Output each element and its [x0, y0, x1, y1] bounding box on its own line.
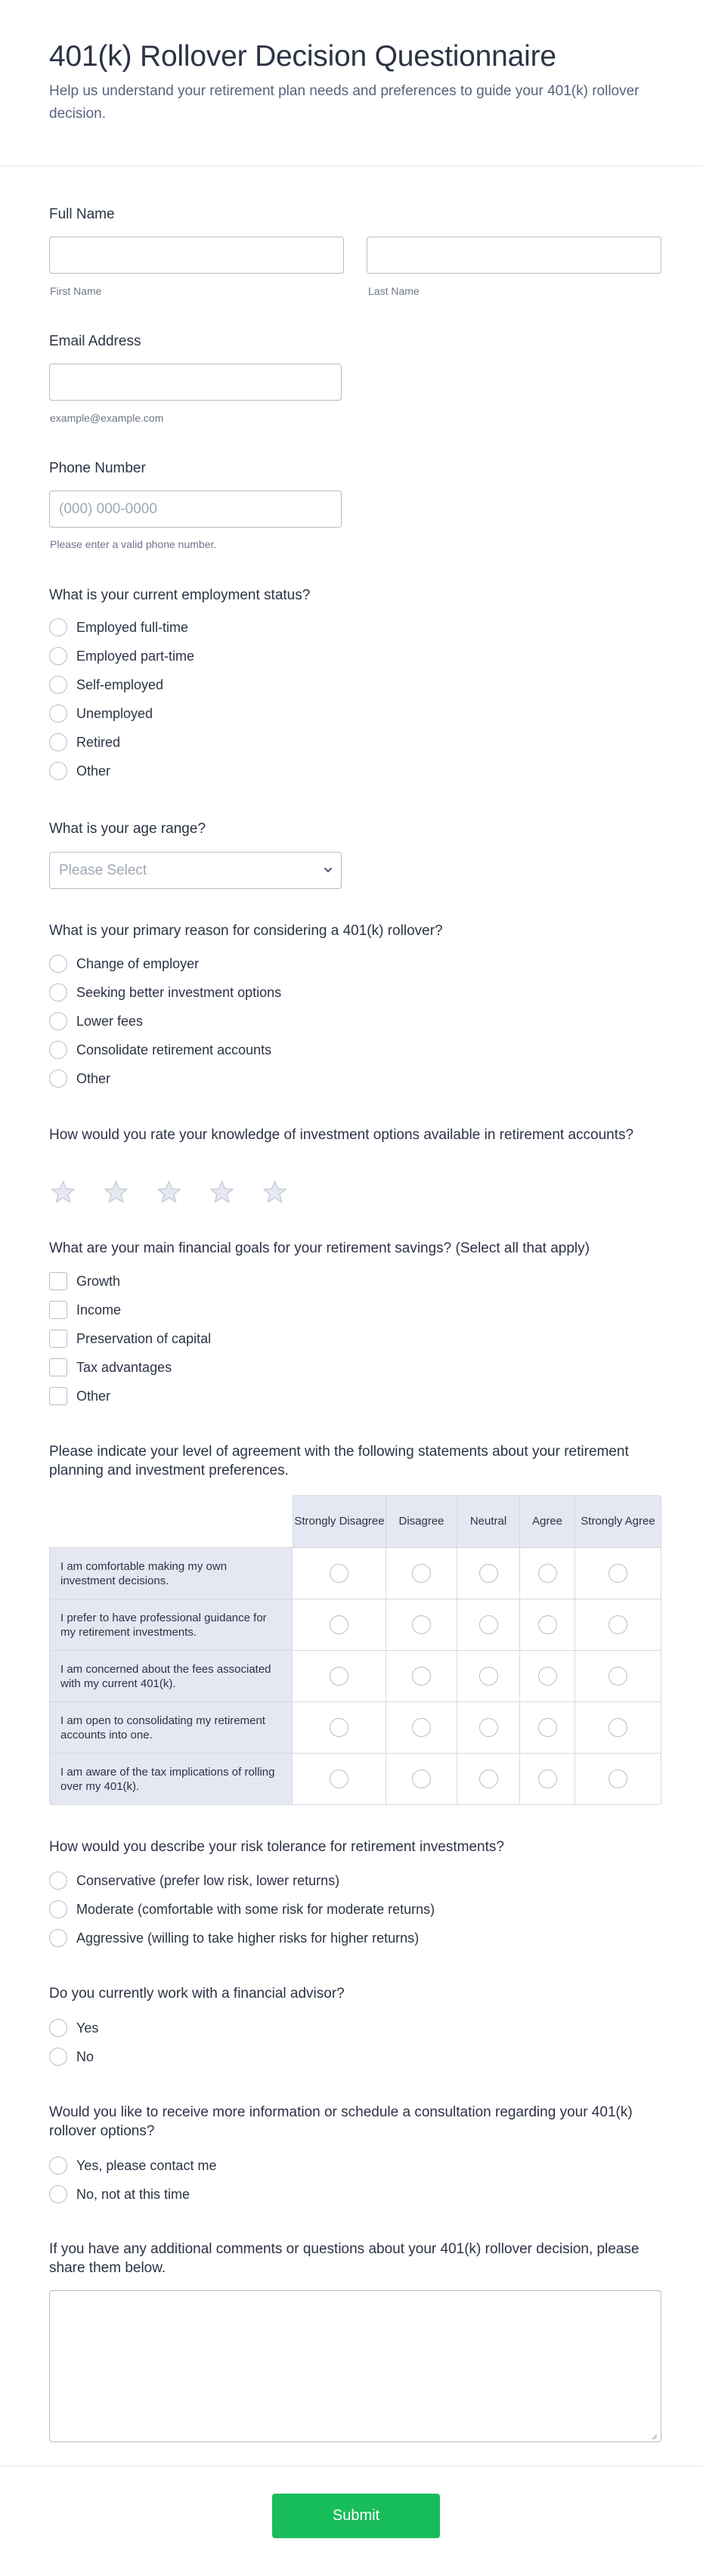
full-name-label: Full Name — [49, 206, 115, 222]
advisor-option[interactable] — [49, 2047, 94, 2067]
submit-button[interactable]: Submit — [272, 2494, 440, 2538]
matrix-radio[interactable] — [412, 1564, 431, 1583]
consultation-option[interactable] — [49, 2184, 190, 2204]
matrix-radio[interactable] — [330, 1667, 348, 1686]
age-select[interactable] — [49, 852, 342, 889]
matrix-radio[interactable] — [538, 1718, 557, 1737]
form-title: 401(k) Rollover Decision Questionnaire — [49, 40, 556, 73]
advisor-option[interactable] — [49, 2018, 98, 2038]
last-name-input[interactable] — [367, 237, 661, 274]
matrix-radio[interactable] — [538, 1564, 557, 1583]
option-label: Tax advantages — [76, 1359, 172, 1375]
matrix-row — [49, 1702, 661, 1754]
radio-button[interactable] — [49, 676, 67, 694]
risk-option[interactable] — [49, 1928, 419, 1948]
radio-button[interactable] — [49, 647, 67, 665]
matrix-row — [49, 1651, 661, 1702]
matrix-radio[interactable] — [330, 1564, 348, 1583]
checkbox[interactable] — [49, 1301, 67, 1319]
matrix-radio[interactable] — [479, 1718, 498, 1737]
option-label: Moderate (comfortable with some risk for moderate returns) — [76, 1901, 435, 1917]
last-name-sublabel: Last Name — [368, 285, 420, 297]
knowledge-question: How would you rate your knowledge of investment options available in retirement accounts? — [49, 1127, 634, 1143]
option-label: Yes — [76, 2020, 99, 2036]
matrix-radio[interactable] — [479, 1564, 498, 1583]
matrix-radio[interactable] — [609, 1667, 627, 1686]
employment-option[interactable] — [49, 704, 153, 723]
matrix-row-label: I am concerned about the fees associated with my current 401(k). — [49, 1651, 293, 1702]
checkbox[interactable] — [49, 1272, 67, 1290]
radio-button[interactable] — [49, 704, 67, 723]
matrix-radio[interactable] — [412, 1615, 431, 1634]
agreement-question: Please indicate your level of agreement with the following statements about your retirement planning and investment preferences. — [49, 1444, 629, 1478]
phone-label: Phone Number — [49, 460, 146, 476]
goals-question: What are your main financial goals for your retirement savings? (Select all that apply) — [49, 1240, 590, 1256]
agreement-matrix — [49, 1495, 661, 1805]
option-label: Change of employer — [76, 955, 200, 971]
option-label: Lower fees — [76, 1013, 144, 1029]
form-header — [0, 0, 703, 166]
reason-question: What is your primary reason for considering a 401(k) rollover? — [49, 923, 443, 939]
reason-option[interactable] — [49, 1040, 271, 1060]
risk-option[interactable] — [49, 1899, 435, 1919]
age-select-value: Please Select — [59, 862, 147, 878]
matrix-row-label: I am aware of the tax implications of rolling over my 401(k). — [49, 1754, 293, 1805]
goals-option[interactable] — [49, 1329, 211, 1348]
radio-button[interactable] — [49, 618, 67, 636]
matrix-radio[interactable] — [330, 1718, 348, 1737]
matrix-radio[interactable] — [412, 1769, 431, 1788]
matrix-column-header: Agree — [520, 1495, 575, 1548]
radio-button[interactable] — [49, 1900, 67, 1918]
matrix-radio[interactable] — [609, 1564, 627, 1583]
email-input[interactable] — [49, 364, 342, 401]
matrix-radio[interactable] — [479, 1615, 498, 1634]
matrix-radio[interactable] — [412, 1667, 431, 1686]
matrix-radio[interactable] — [609, 1769, 627, 1788]
star-icon[interactable] — [102, 1178, 130, 1206]
option-label: Consolidate retirement accounts — [76, 1042, 272, 1057]
matrix-column-header: Neutral — [457, 1495, 520, 1548]
goals-option[interactable] — [49, 1358, 172, 1377]
radio-button[interactable] — [49, 1929, 67, 1947]
matrix-row — [49, 1548, 661, 1599]
employment-option[interactable] — [49, 618, 188, 637]
matrix-radio[interactable] — [330, 1769, 348, 1788]
form-subtitle: Help us understand your retirement plan needs and preferences to guide your 401(k) rollover decision. — [49, 83, 640, 122]
option-label: Seeking better investment options — [76, 984, 282, 1000]
star-rating — [49, 1178, 289, 1206]
comments-question: If you have any additional comments or questions about your 401(k) rollover decision, please share them below. — [49, 2241, 640, 2276]
consultation-option[interactable] — [49, 2156, 216, 2175]
matrix-row-label: I am open to consolidating my retirement accounts into one. — [49, 1702, 293, 1754]
reason-option[interactable] — [49, 954, 199, 974]
radio-button[interactable] — [49, 2185, 67, 2203]
first-name-sublabel: First Name — [50, 285, 102, 297]
option-label: Income — [76, 1302, 122, 1317]
consultation-question: Would you like to receive more information or schedule a consultation regarding your 401(k) rollover options? — [49, 2104, 633, 2139]
email-label: Email Address — [49, 333, 141, 349]
goals-option[interactable] — [49, 1271, 120, 1291]
option-label: Employed full-time — [76, 619, 189, 635]
risk-option[interactable] — [49, 1871, 339, 1890]
phone-sublabel: Please enter a valid phone number. — [50, 538, 217, 550]
checkbox[interactable] — [49, 1358, 67, 1376]
reason-option[interactable] — [49, 1011, 143, 1031]
option-label: No, not at this time — [76, 2186, 190, 2202]
star-icon[interactable] — [155, 1178, 183, 1206]
radio-button[interactable] — [49, 1070, 67, 1088]
matrix-row-label: I am comfortable making my own investment decisions. — [49, 1548, 293, 1599]
email-sublabel: example@example.com — [50, 412, 164, 424]
star-icon[interactable] — [261, 1178, 289, 1206]
matrix-radio[interactable] — [538, 1667, 557, 1686]
age-question: What is your age range? — [49, 821, 206, 837]
goals-option[interactable] — [49, 1386, 110, 1406]
comments-textarea[interactable] — [49, 2290, 661, 2442]
radio-button[interactable] — [49, 983, 67, 1002]
matrix-row — [49, 1599, 661, 1651]
matrix-row — [49, 1754, 661, 1805]
matrix-radio[interactable] — [330, 1615, 348, 1634]
goals-option[interactable] — [49, 1300, 121, 1320]
reason-option[interactable] — [49, 1069, 110, 1088]
radio-button[interactable] — [49, 1012, 67, 1030]
matrix-column-header: Strongly Agree — [575, 1495, 661, 1548]
chevron-down-icon — [323, 865, 333, 875]
option-label: Conservative (prefer low risk, lower returns) — [76, 1872, 340, 1888]
employment-option[interactable] — [49, 675, 163, 695]
employment-option[interactable] — [49, 761, 110, 781]
option-label: Retired — [76, 734, 121, 750]
option-label: Other — [76, 1388, 111, 1404]
radio-button[interactable] — [49, 1872, 67, 1890]
resize-handle-icon[interactable] — [652, 2434, 658, 2440]
matrix-radio[interactable] — [609, 1718, 627, 1737]
radio-button[interactable] — [49, 733, 67, 751]
radio-button[interactable] — [49, 2156, 67, 2175]
option-label: Other — [76, 1070, 111, 1086]
matrix-radio[interactable] — [479, 1769, 498, 1788]
radio-button[interactable] — [49, 955, 67, 973]
first-name-input[interactable] — [49, 237, 344, 274]
reason-option[interactable] — [49, 983, 281, 1002]
radio-button[interactable] — [49, 1041, 67, 1059]
employment-option[interactable] — [49, 732, 120, 752]
matrix-radio[interactable] — [479, 1667, 498, 1686]
advisor-question: Do you currently work with a financial advisor? — [49, 1986, 345, 2002]
risk-question: How would you describe your risk tolerance for retirement investments? — [49, 1839, 504, 1855]
employment-question: What is your current employment status? — [49, 587, 311, 603]
matrix-row-label: I prefer to have professional guidance for my retirement investments. — [49, 1599, 293, 1651]
matrix-radio[interactable] — [538, 1615, 557, 1634]
option-label: Other — [76, 763, 111, 779]
checkbox[interactable] — [49, 1387, 67, 1405]
matrix-radio[interactable] — [412, 1718, 431, 1737]
matrix-radio[interactable] — [609, 1615, 627, 1634]
option-label: Employed part-time — [76, 648, 195, 664]
checkbox[interactable] — [49, 1330, 67, 1348]
radio-button[interactable] — [49, 762, 67, 780]
matrix-column-header: Disagree — [386, 1495, 457, 1548]
option-label: Unemployed — [76, 705, 153, 721]
radio-button[interactable] — [49, 2048, 67, 2066]
option-label: Yes, please contact me — [76, 2157, 217, 2173]
option-label: Growth — [76, 1273, 121, 1289]
radio-button[interactable] — [49, 2019, 67, 2037]
phone-input[interactable]: (000) 000-0000 — [49, 491, 342, 528]
option-label: Preservation of capital — [76, 1330, 212, 1346]
option-label: Aggressive (willing to take higher risks for higher returns) — [76, 1930, 420, 1946]
employment-option[interactable] — [49, 646, 194, 666]
matrix-radio[interactable] — [538, 1769, 557, 1788]
matrix-column-header: Strongly Disagree — [293, 1495, 386, 1548]
star-icon[interactable] — [208, 1178, 236, 1206]
option-label: No — [76, 2048, 94, 2064]
star-icon[interactable] — [49, 1178, 77, 1206]
option-label: Self-employed — [76, 677, 164, 692]
